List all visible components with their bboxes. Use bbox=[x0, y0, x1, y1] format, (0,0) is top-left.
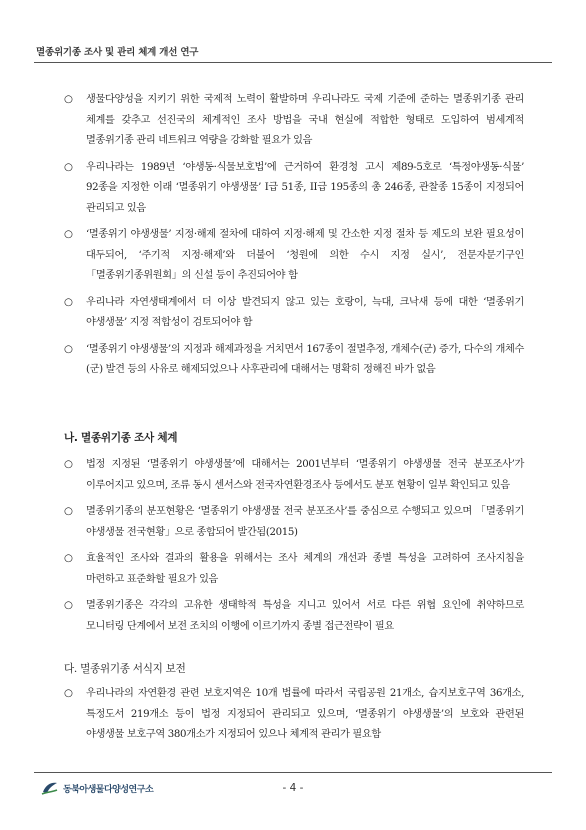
footer-divider bbox=[34, 772, 552, 773]
bullet-text: 효율적인 조사와 결과의 활용을 위해서는 조사 체계의 개선과 종별 특성을 고려하여 조사지침을 마련하고 표준화할 필요가 있음 bbox=[86, 553, 524, 585]
bullet-text: 우리나라는 1989년 ‘야생동·식물보호법’에 근거하여 환경청 고시 제89-5호로 ‘특정야생동·식물’ 92종을 지정한 이래 ‘멸종위기 야생생물’ I급 51종, II급 195종의 총 246종, 관찰종 15종이 지정되어 관리되고 있음 bbox=[86, 161, 524, 214]
section-title-survey-system: 나. 멸종위기종 조사 체계 bbox=[64, 432, 178, 444]
list-item bbox=[64, 596, 524, 637]
bullet-text: 법정 지정된 ‘멸종위기 야생생물’에 대해서는 2001년부터 ‘멸종위기 야생생물 전국 분포조사’가 이루어지고 있으며, 조류 동시 센서스와 전국자연환경조사 등에서도 분포 현황이 일부 확인되고 있음 bbox=[86, 459, 524, 491]
header-title: 멸종위기종 조사 및 관리 체계 개선 연구 bbox=[36, 47, 199, 58]
survey-system-bullets bbox=[64, 455, 524, 637]
bullet-mark: ○ bbox=[64, 94, 73, 105]
bullet-mark: ○ bbox=[64, 161, 73, 173]
bullet-mark: ○ bbox=[64, 553, 73, 564]
org-name: 동북아생물다양성연구소 bbox=[63, 784, 154, 795]
bullet-text: 우리나라 자연생태계에서 더 이상 발견되지 않고 있는 호랑이, 늑대, 크낙새 등에 대한 ‘멸종위기 야생생물’ 지정 적합성이 검토되어야 함 bbox=[86, 296, 524, 328]
list-item bbox=[64, 158, 524, 220]
header-divider bbox=[34, 62, 552, 63]
bullet-mark: ○ bbox=[64, 296, 73, 308]
section-title-habitat-conservation: 다. 멸종위기종 서식지 보전 bbox=[64, 663, 186, 675]
intro-bullets bbox=[64, 90, 524, 381]
bullet-mark: ○ bbox=[64, 459, 73, 470]
bullet-mark: ○ bbox=[64, 506, 73, 517]
bullet-mark: ○ bbox=[64, 600, 73, 611]
bullet-text: 우리나라의 자연환경 관련 보호지역은 10개 법률에 따라서 국립공원 21개소, 습지보호구역 36개소, 특정도서 219개소 등이 법정 지정되어 관리되고 있으며, ‘멸종위기 야생생물’의 보호와 관련된 야생생물 보호구역 380개소가 지정되어 있으나 체계적 관리가 필요함 bbox=[86, 688, 524, 740]
page-number: - 4 - bbox=[282, 782, 304, 794]
bullet-text: 생물다양성을 지키기 위한 국제적 노력이 활발하며 우리나라도 국제 기준에 준하는 멸종위기종 관리 체계를 갖추고 선진국의 체계적인 조사 방법을 국내 현실에 적합한 형태로 도입하여 범세계적 멸종위기종 관리 네트워크 역량을 강화할 필요가 있음 bbox=[86, 94, 524, 146]
bullet-text: 멸종위기종은 각각의 고유한 생태학적 특성을 지니고 있어서 서로 다른 위협 요인에 취약하므로 모니터링 단계에서 보전 조치의 이행에 이르기까지 종별 접근전략이 필요 bbox=[86, 600, 524, 632]
list-item bbox=[64, 293, 524, 334]
list-item bbox=[64, 90, 524, 152]
list-item bbox=[64, 455, 524, 496]
list-item bbox=[64, 684, 524, 746]
bullet-mark: ○ bbox=[64, 229, 73, 240]
bullet-text: ‘멸종위기 야생생물’의 지정과 해제과정을 거치면서 167종이 절멸추정, 개체수(군) 증가, 다수의 개체수(군) 발견 등의 사유로 해제되었으나 사후관리에 대해서는 명확히 정해진 바가 없음 bbox=[86, 343, 524, 375]
bullet-text: 멸종위기종의 분포현황은 ‘멸종위기 야생생물 전국 분포조사’를 중심으로 수행되고 있으며 「멸종위기 야생생물 전국현황」으로 종합되어 발간됨(2015) bbox=[86, 506, 524, 538]
list-item bbox=[64, 340, 524, 381]
list-item bbox=[64, 225, 524, 287]
bullet-text: ‘멸종위기 야생생물’ 지정·해제 절차에 대하여 지정·해제 및 간소한 지정 절차 등 제도의 보완 필요성이 대두되어, ‘주기적 지정·해제’와 더불어 ‘청원에 의한 수시 지정 실시’, 전문자문기구인 「멸종위기종위원회」의 신설 등이 추진되어야 함 bbox=[86, 229, 524, 281]
list-item bbox=[64, 549, 524, 590]
list-item bbox=[64, 502, 524, 543]
bullet-mark: ○ bbox=[64, 343, 73, 355]
habitat-bullets bbox=[64, 684, 524, 746]
bullet-mark: ○ bbox=[64, 688, 73, 699]
